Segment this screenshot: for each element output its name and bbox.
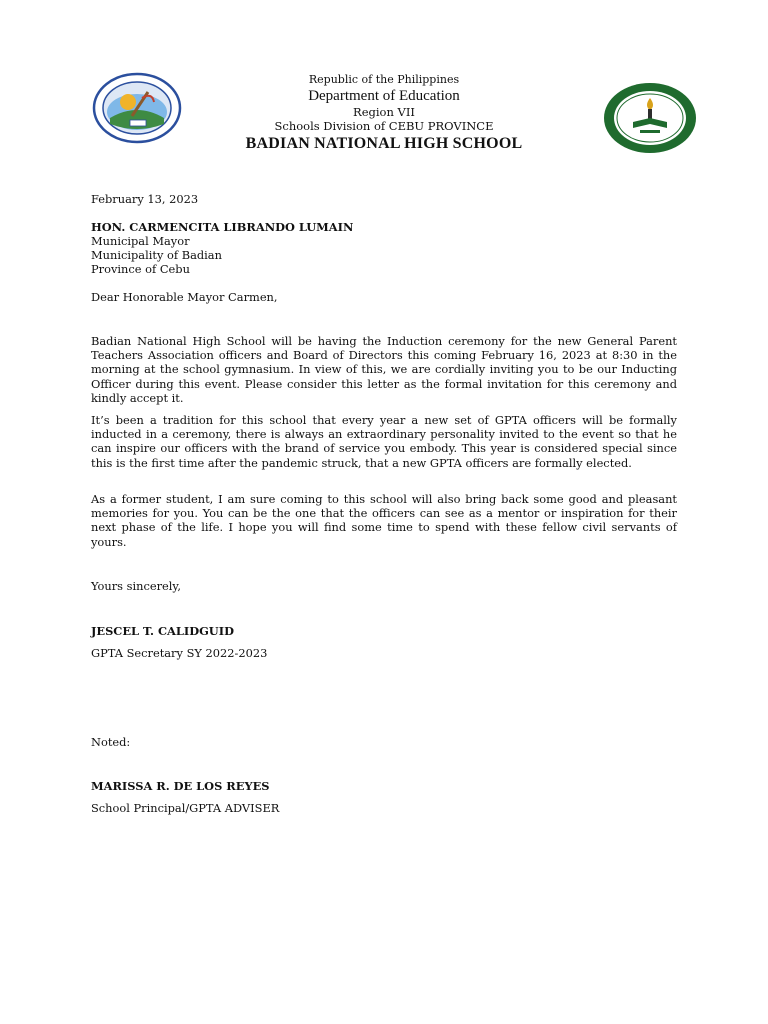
division-line: Schools Division of CEBU PROVINCE [274, 119, 494, 133]
body-paragraph: As a former student, I am sure coming to this school will also bring back some good and pleasant memories for you. You can be the one that the officers can see as a mentor or inspiration for their next phase of the life. I hope you will find some time to spend with these fellow civil servants of yours. [91, 492, 677, 549]
body-paragraph: It’s been a tradition for this school that every year a new set of GPTA officers will be formally inducted in a ceremony, there is always an extraordinary personality invited to the event so that he can inspire our officers with the brand of service you embody. This year is considered special since this is the first time after the pandemic struck, that a new GPTA officers are formally elected. [91, 413, 677, 470]
noted-label: Noted: [91, 735, 131, 749]
signatory-title: GPTA Secretary SY 2022-2023 [91, 646, 268, 660]
signatory-name: JESCEL T. CALIDGUID [91, 624, 234, 638]
closing: Yours sincerely, [91, 579, 181, 593]
department-line: Department of Education [308, 88, 460, 104]
region-line: Region VII [353, 105, 415, 119]
badian-national-high-school-seal-icon [603, 82, 697, 154]
recipient-title: Municipal Mayor [91, 234, 190, 248]
recipient-office: Municipality of Badian [91, 248, 222, 262]
recipient-province: Province of Cebu [91, 262, 190, 276]
letter-date: February 13, 2023 [91, 192, 199, 206]
noted-by-name: MARISSA R. DE LOS REYES [91, 779, 270, 793]
recipient-name: HON. CARMENCITA LIBRANDO LUMAIN [91, 220, 354, 234]
division-of-cebu-province-seal-icon [92, 72, 182, 144]
school-name: BADIAN NATIONAL HIGH SCHOOL [245, 135, 523, 152]
salutation: Dear Honorable Mayor Carmen, [91, 290, 278, 304]
body-paragraph: Badian National High School will be having the Induction ceremony for the new General Parent Teachers Association officers and Board of Directors this coming February 16, 2023 at 8:30 in the morning at the school gymnasium. In view of this, we are cordially inviting you to be our Inducting Officer during this event. Please consider this letter as the formal invitation for this ceremony and kindly accept it. [91, 334, 677, 405]
republic-line: Republic of the Philippines [308, 73, 460, 86]
noted-by-title: School Principal/GPTA ADVISER [91, 801, 280, 815]
letterhead [200, 72, 568, 154]
